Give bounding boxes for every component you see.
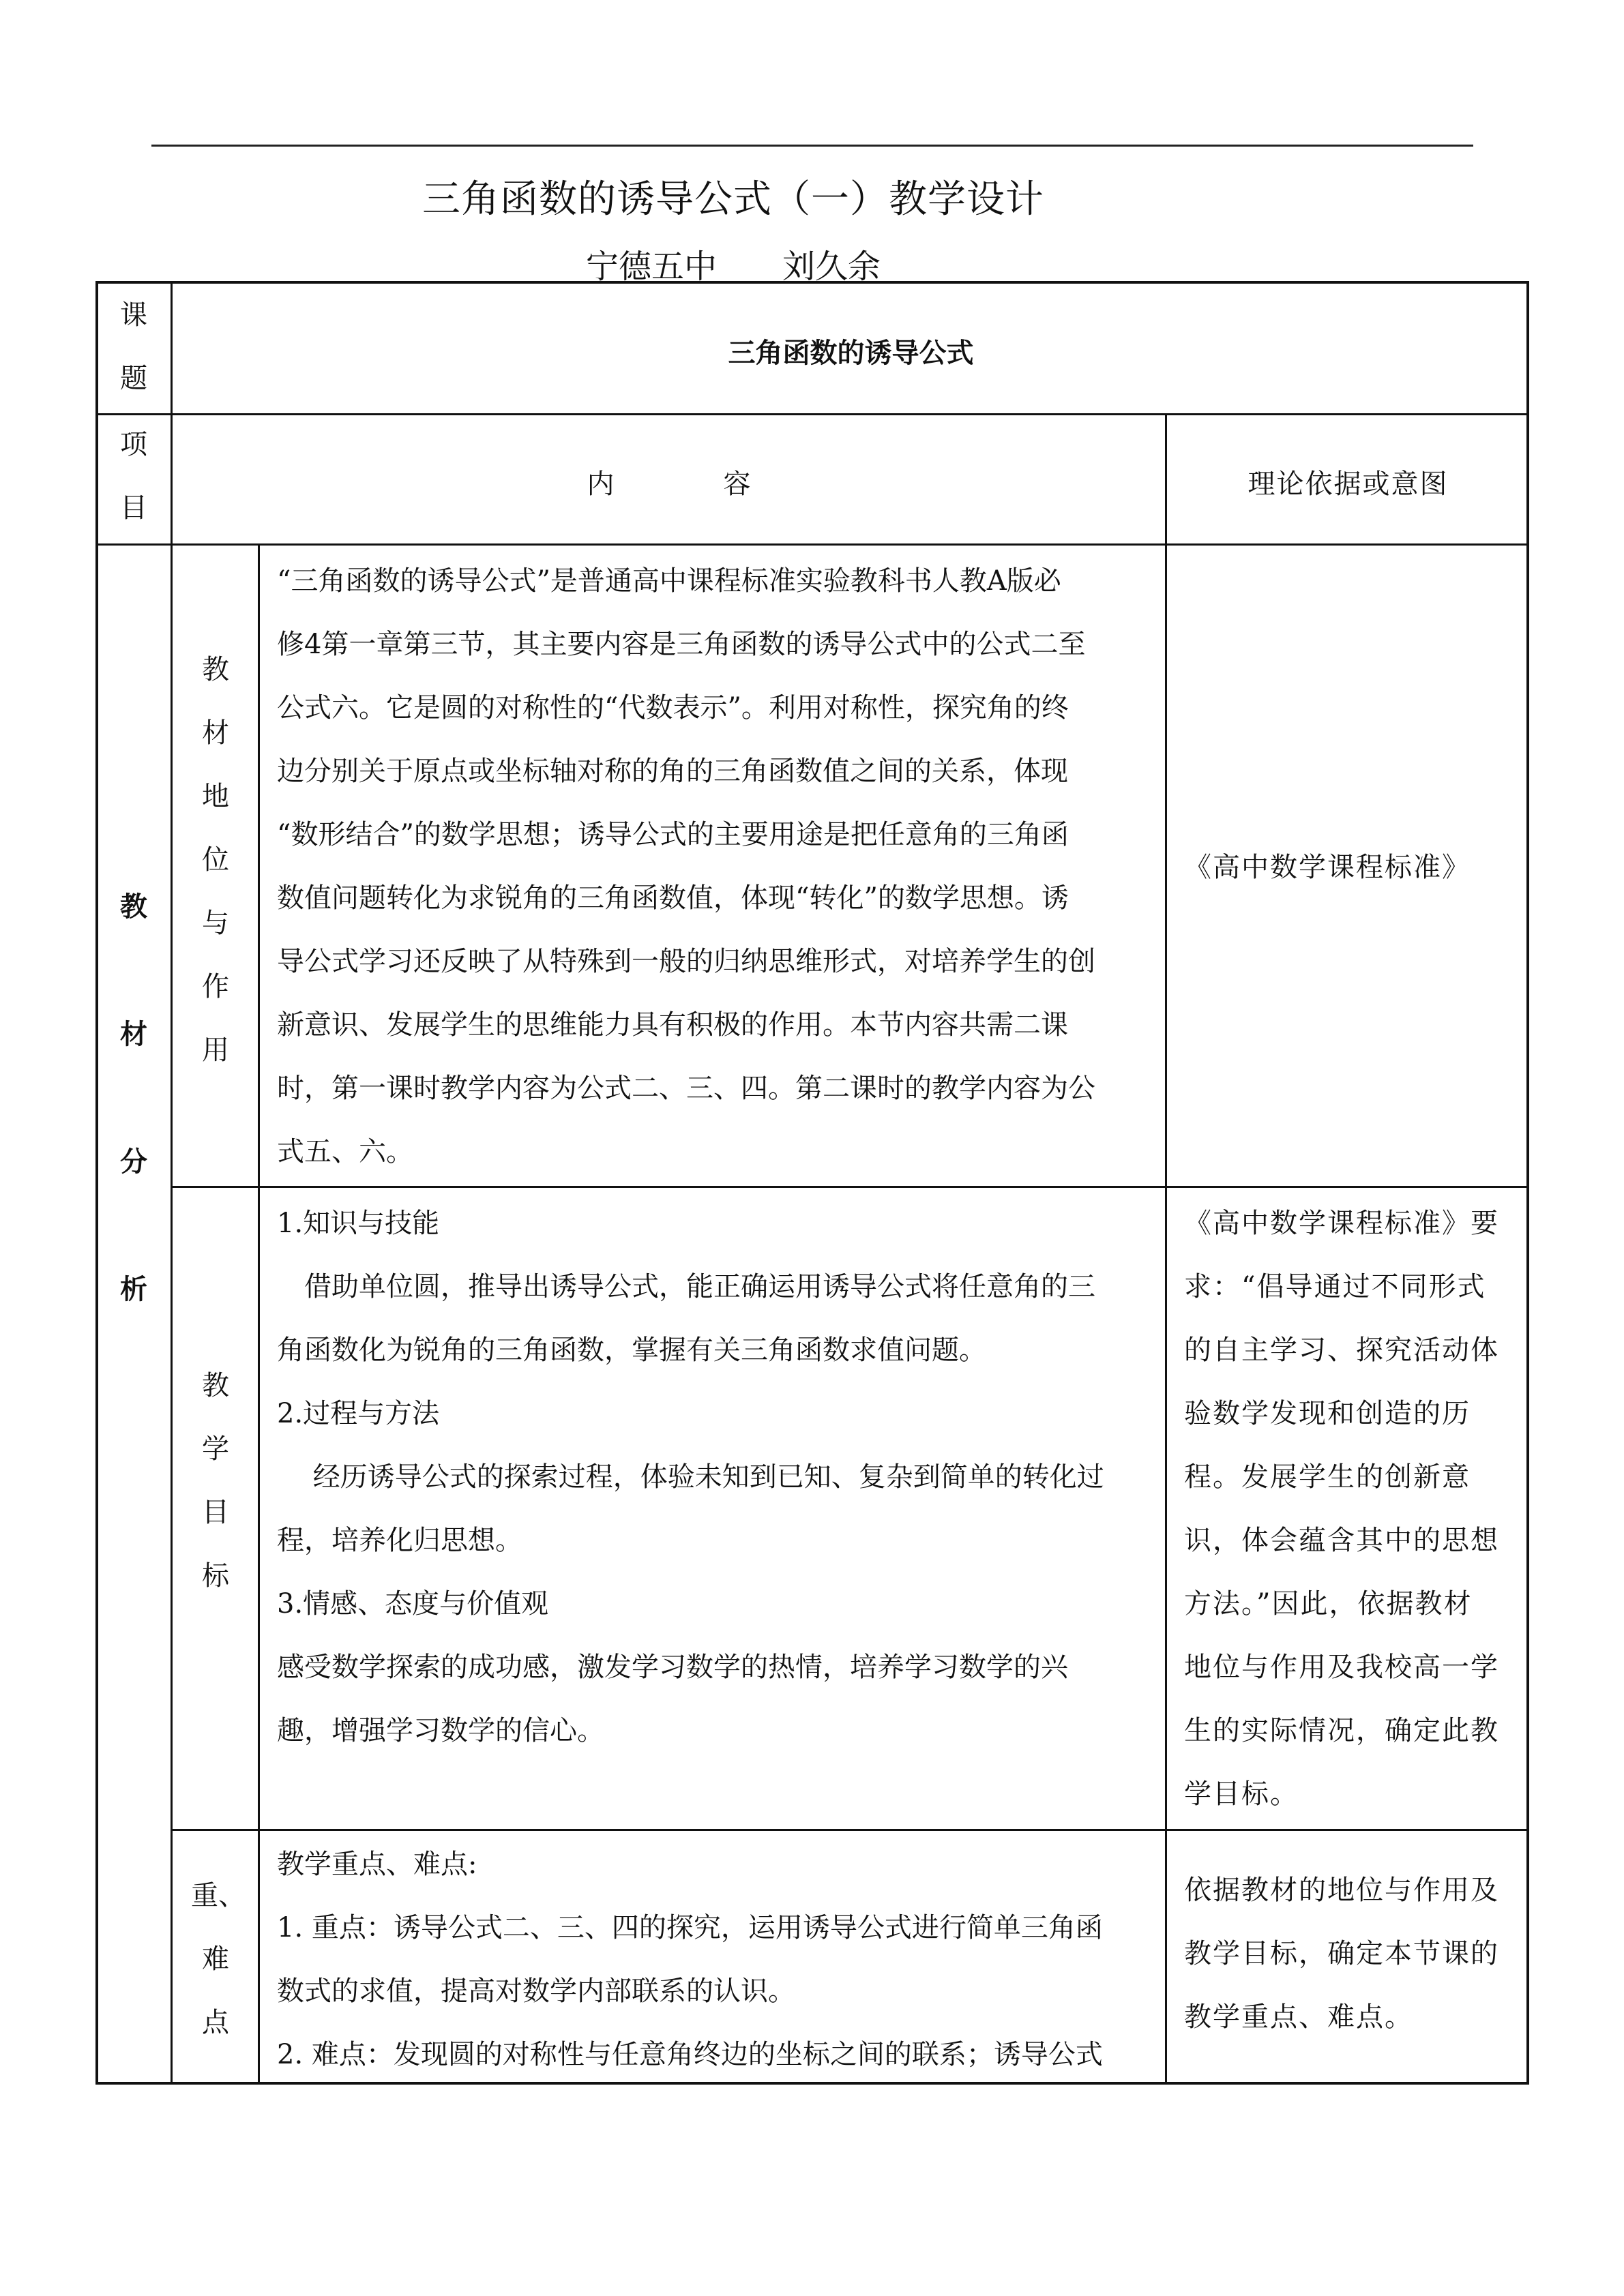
header-rule [151, 145, 1473, 147]
document-title: 三角函数的诱导公式（一）教学设计 [422, 177, 1044, 222]
column-divider [171, 284, 173, 2085]
row-label-position-role: 教 材 地 位 与 作 用 [202, 654, 229, 1066]
basis-key-difficult-points: 依据教材的地位与作用及 教学目标，确定本节课的 教学重点、难点。 [1184, 1875, 1499, 2033]
lesson-design-table [95, 281, 1529, 2085]
basis-teaching-goals: 《高中数学课程标准》要 求：“倡导通过不同形式 的自主学习、探究活动体 验数学发现和创造的历 程。发展学生的创新意 识，体会蕴含其中的思想 方法。”因此，依据教材 地位与作用及我校高一学 生的实际情况，确定此教 学目标。 [1184, 1208, 1499, 1810]
row-divider [171, 413, 1529, 415]
basis-header: 理论依据或意图 [1247, 468, 1449, 500]
item-label: 项 目 [120, 429, 147, 524]
section-label-textbook-analysis: 教 材 分 析 [120, 891, 147, 1305]
content-teaching-goals: 1.知识与技能 借助单位圆，推导出诱导公式，能正确运用诱导公式将任意角的三 角函数化为锐角的三角函数，掌握有关三角函数求值问题。 2.过程与方法 经历诱导公式的探索过程，体验未知到已知、复杂到简单的转化过 程，培养化归思想。 3.情感、态度与价值观 感受数学探索的成功感，激发学习数学的热情，培养学习数学的兴 趣，增强学习数学的信心。 [277, 1208, 1104, 1746]
topic-label: 课 题 [120, 299, 147, 394]
column-divider [1165, 413, 1167, 2085]
content-header: 内 容 [587, 468, 751, 500]
row-divider [171, 1829, 1529, 1831]
content-key-difficult-points: 教学重点、难点: 1. 重点：诱导公式二、三、四的探究，运用诱导公式进行简单三角函 数式的求值，提高对数学内部联系的认识。 2. 难点：发现圆的对称性与任意角终边的坐标之间的联系；诱导公式 [277, 1849, 1103, 2070]
topic-value: 三角函数的诱导公式 [728, 337, 974, 369]
row-label-key-difficult-points: 重、 难 点 [191, 1880, 246, 2038]
document-byline: 宁德五中 刘久余 [585, 248, 881, 286]
row-divider [171, 1186, 1529, 1188]
content-position-role: “三角函数的诱导公式”是普通高中课程标准实验教科书人教A版必 修4第一章第三节，其主要内容是三角函数的诱导公式中的公式二至 公式六。它是圆的对称性的“代数表示”。利用对称性，探究角的终 边分别关于原点或坐标轴对称的角的三角函数值之间的关系，体现 “数形结合”的数学思想；诱导公式的主要用途是把任意角的三角函 数值问题转化为求锐角的三角函数值，体现“转化”的数学思想。诱 导公式学习还反映了从特殊到一般的归纳思维形式，对培养学生的创 新意识、发展学生的思维能力具有积极的作用。本节内容共需二课 时，第一课时教学内容为公式二、三、四。第二课时的教学内容为公 式五、六。 [277, 565, 1095, 1167]
row-divider [98, 543, 1529, 546]
basis-position-role: 《高中数学课程标准》 [1184, 852, 1471, 883]
row-label-teaching-goals: 教 学 目 标 [202, 1370, 229, 1592]
column-divider [258, 543, 260, 2085]
